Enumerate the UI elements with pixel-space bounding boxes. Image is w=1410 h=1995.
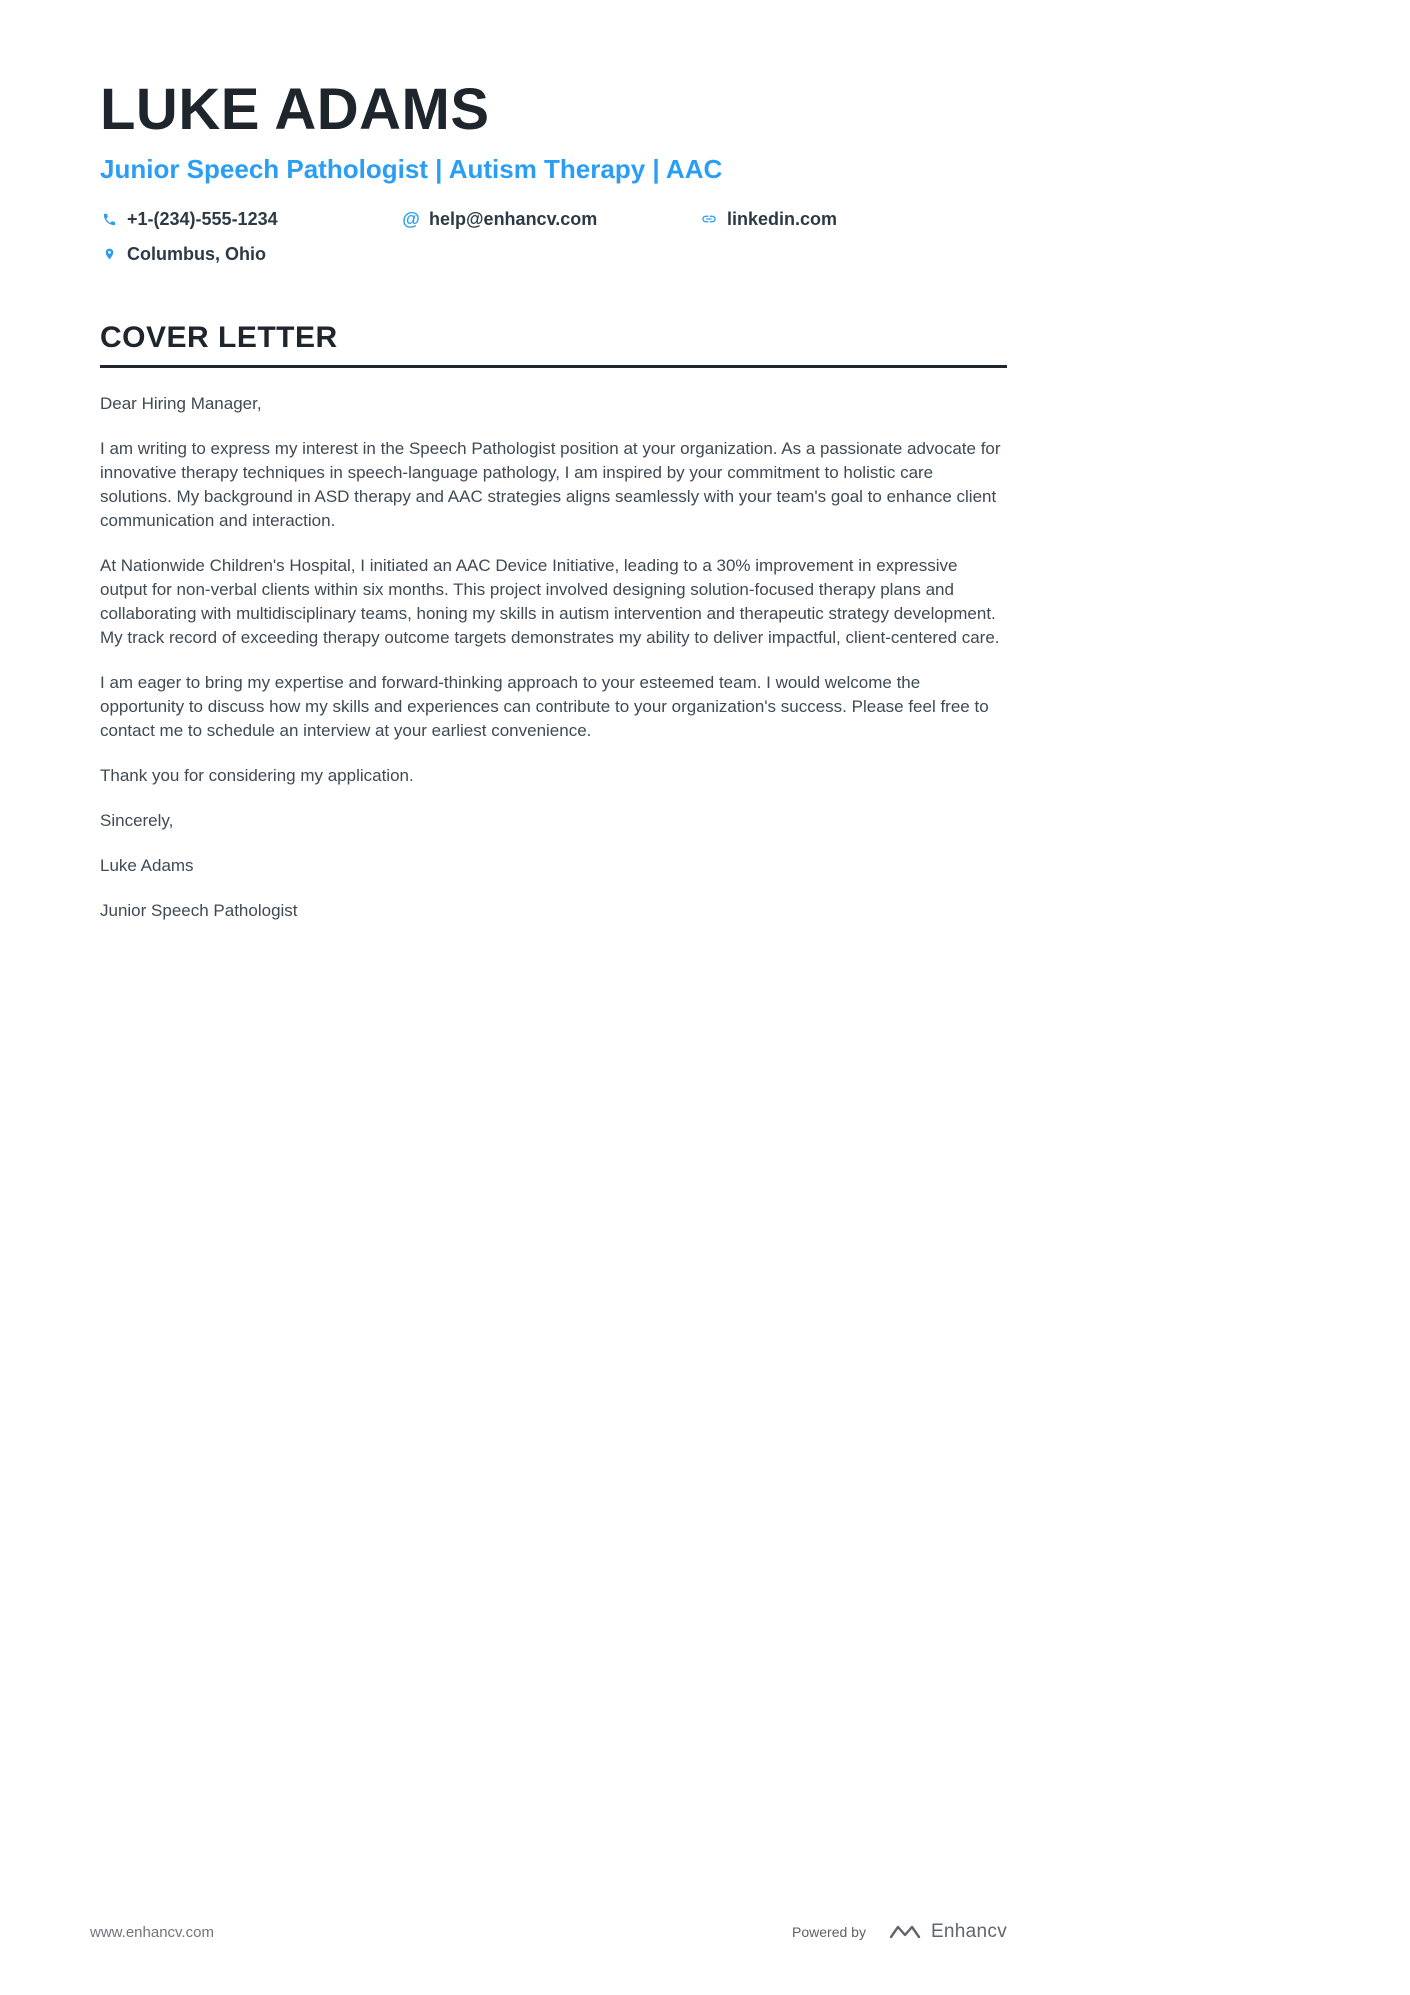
- footer-website-link[interactable]: www.enhancv.com: [90, 1923, 214, 1941]
- letter-closing: Sincerely,: [100, 810, 174, 830]
- email-at-icon: @: [402, 209, 420, 230]
- section-heading-cover-letter: COVER LETTER: [100, 321, 1007, 368]
- signature-name: Luke Adams: [100, 855, 194, 875]
- powered-by-label: Powered by: [792, 1924, 866, 1940]
- linkedin-label: linkedin.com: [727, 208, 838, 229]
- phone-number: +1-(234)-555-1234: [127, 208, 278, 229]
- page-footer: [90, 1921, 1007, 1943]
- person-name: LUKE ADAMS: [100, 77, 490, 142]
- contacts-row-1: [100, 209, 1007, 230]
- enhancv-logo-icon: [888, 1922, 922, 1942]
- phone-icon: [100, 210, 118, 228]
- contacts-row-2: [100, 244, 1007, 265]
- location-contact: [100, 244, 266, 265]
- email-contact[interactable]: [402, 209, 700, 230]
- enhancv-wordmark: Enhancv: [930, 1921, 1007, 1942]
- location-label: Columbus, Ohio: [127, 243, 266, 264]
- page-content: [100, 77, 1007, 944]
- person-job-title: Junior Speech Pathologist | Autism Therapy | AAC: [100, 153, 723, 184]
- linkedin-contact[interactable]: [700, 209, 837, 230]
- letter-paragraph: I am eager to bring my expertise and forward-thinking approach to your esteemed team. I would welcome the opportunity to discuss how my skills and experiences can contribute to your organization's success. Please feel free to contact me to schedule an interview at your earliest convenience.: [100, 672, 989, 740]
- location-pin-icon: [100, 245, 118, 263]
- letter-paragraph: I am writing to express my interest in the Speech Pathologist position at your organization. As a passionate advocate for innovative therapy techniques in speech-language pathology, I am inspired by your commitment to holistic care solutions. My background in ASD therapy and AAC strategies aligns seamlessly with your team's goal to enhance client communication and interaction.: [100, 438, 1001, 530]
- signature-title: Junior Speech Pathologist: [100, 900, 298, 920]
- link-icon: [700, 210, 718, 228]
- footer-brand-group: [792, 1921, 1007, 1943]
- letter-paragraph: At Nationwide Children's Hospital, I initiated an AAC Device Initiative, leading to a 30% improvement in expressive output for non-verbal clients within six months. This project involved designing solution-focused therapy plans and collaborating with multidisciplinary teams, honing my skills in autism intervention and therapeutic strategy development. My track record of exceeding therapy outcome targets demonstrates my ability to deliver impactful, client-centered care.: [100, 555, 1000, 647]
- letter-salutation: Dear Hiring Manager,: [100, 393, 262, 413]
- email-address: help@enhancv.com: [429, 208, 598, 229]
- letter-paragraph: Thank you for considering my application.: [100, 765, 414, 785]
- phone-contact[interactable]: [100, 209, 402, 230]
- letter-body: [100, 392, 1007, 923]
